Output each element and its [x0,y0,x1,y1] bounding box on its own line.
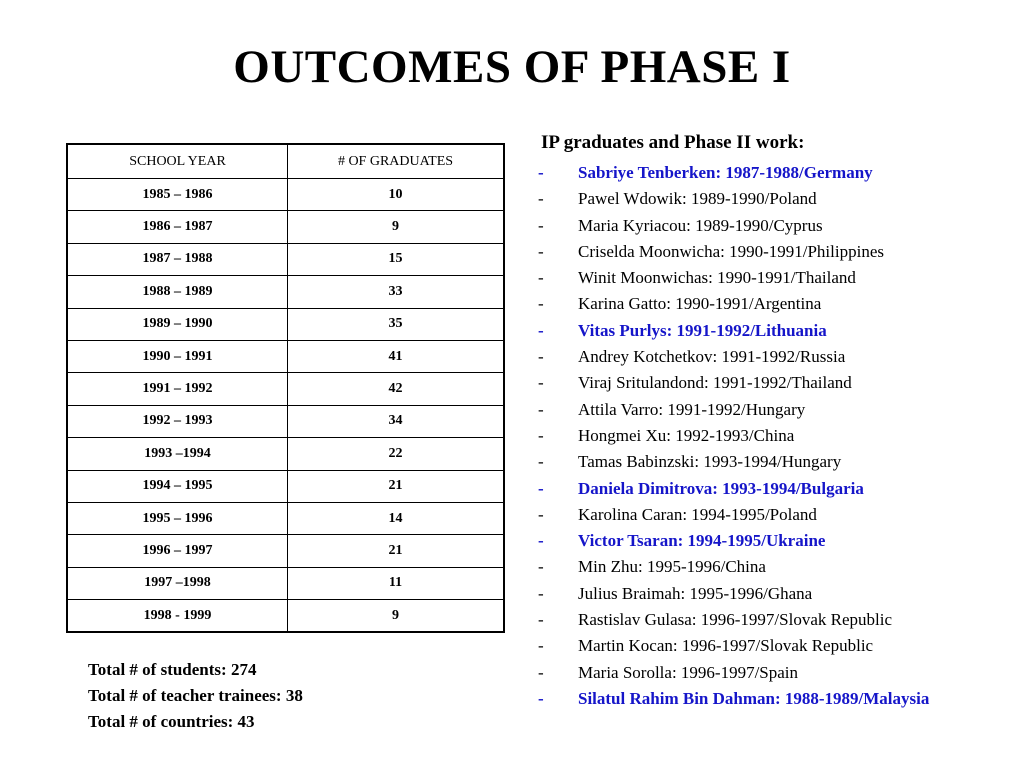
list-item-text: Pawel Wdowik: 1989-1990/Poland [578,189,817,209]
table-row [67,373,504,405]
bullet-dash: - [538,662,544,682]
list-item-text: Andrey Kotchetkov: 1991-1992/Russia [578,347,846,367]
cell-graduates: 21 [288,535,505,567]
cell-school-year: 1996 – 1997 [67,535,288,567]
totals-block [88,657,303,735]
cell-school-year: 1998 - 1999 [67,600,288,633]
list-item [538,186,929,212]
table-row [67,211,504,243]
cell-school-year: 1992 – 1993 [67,405,288,437]
cell-graduates: 14 [288,502,505,534]
cell-graduates: 41 [288,340,505,372]
cell-graduates: 35 [288,308,505,340]
list-item [538,318,929,344]
list-item [538,423,929,449]
list-item [538,581,929,607]
bullet-dash: - [538,478,544,498]
graduates-table [66,143,505,633]
cell-school-year: 1986 – 1987 [67,211,288,243]
cell-graduates: 34 [288,405,505,437]
table-row [67,308,504,340]
list-item-text: Julius Braimah: 1995-1996/Ghana [578,583,813,603]
list-item [538,476,929,502]
table-row [67,243,504,275]
bullet-dash: - [538,373,544,393]
list-item-text: Silatul Rahim Bin Dahman: 1988-1989/Malaysia [578,688,930,708]
bullet-dash: - [538,294,544,314]
cell-graduates: 9 [288,600,505,633]
list-item [538,528,929,554]
list-item [538,554,929,580]
list-item-text: Criselda Moonwicha: 1990-1991/Philippines [578,241,884,261]
bullet-dash: - [538,583,544,603]
table-row [67,470,504,502]
table-row [67,340,504,372]
bullet-dash: - [538,504,544,524]
table-row [67,179,504,211]
table-row [67,405,504,437]
total-teacher-trainees: Total # of teacher trainees: 38 [88,686,303,705]
header-graduates: # OF GRADUATES [288,144,505,179]
bullet-dash: - [538,347,544,367]
list-item-text: Tamas Babinzski: 1993-1994/Hungary [578,452,842,472]
list-item-text: Viraj Sritulandond: 1991-1992/Thailand [578,373,852,393]
bullet-dash: - [538,557,544,577]
cell-school-year: 1994 – 1995 [67,470,288,502]
list-item [538,239,929,265]
cell-school-year: 1987 – 1988 [67,243,288,275]
table-header-row [67,144,504,179]
cell-school-year: 1989 – 1990 [67,308,288,340]
list-item [538,449,929,475]
list-item [538,291,929,317]
cell-school-year: 1990 – 1991 [67,340,288,372]
table-row [67,438,504,470]
table-row [67,600,504,633]
bullet-dash: - [538,268,544,288]
list-item-text: Attila Varro: 1991-1992/Hungary [578,399,806,419]
list-item-text: Min Zhu: 1995-1996/China [578,557,766,577]
cell-graduates: 22 [288,438,505,470]
total-countries: Total # of countries: 43 [88,712,255,731]
cell-graduates: 15 [288,243,505,275]
list-item-text: Winit Moonwichas: 1990-1991/Thailand [578,268,856,288]
bullet-dash: - [538,531,544,551]
cell-graduates: 42 [288,373,505,405]
cell-graduates: 33 [288,276,505,308]
list-item-text: Maria Kyriacou: 1989-1990/Cyprus [578,215,823,235]
list-item [538,213,929,239]
cell-school-year: 1988 – 1989 [67,276,288,308]
bullet-dash: - [538,636,544,656]
list-item [538,344,929,370]
header-school-year: SCHOOL YEAR [67,144,288,179]
list-item-text: Maria Sorolla: 1996-1997/Spain [578,662,799,682]
bullet-dash: - [538,215,544,235]
list-item-text: Vitas Purlys: 1991-1992/Lithuania [578,320,827,340]
bullet-dash: - [538,189,544,209]
table-body [67,179,504,633]
bullet-dash: - [538,425,544,445]
bullet-dash: - [538,452,544,472]
graduates-list-heading: IP graduates and Phase II work: [541,132,805,153]
list-item [538,370,929,396]
table-row [67,567,504,599]
list-item [538,686,929,712]
bullet-dash: - [538,688,544,708]
graduates-list [538,160,929,712]
bullet-dash: - [538,241,544,261]
list-item [538,397,929,423]
list-item [538,633,929,659]
table-row [67,276,504,308]
cell-school-year: 1993 –1994 [67,438,288,470]
cell-graduates: 10 [288,179,505,211]
cell-school-year: 1985 – 1986 [67,179,288,211]
list-item-text: Karina Gatto: 1990-1991/Argentina [578,294,822,314]
page-title: OUTCOMES OF PHASE I [233,41,791,93]
cell-school-year: 1991 – 1992 [67,373,288,405]
bullet-dash: - [538,610,544,630]
cell-school-year: 1995 – 1996 [67,502,288,534]
list-item [538,502,929,528]
bullet-dash: - [538,320,544,340]
cell-graduates: 21 [288,470,505,502]
list-item-text: Sabriye Tenberken: 1987-1988/Germany [578,163,873,182]
cell-school-year: 1997 –1998 [67,567,288,599]
list-item [538,660,929,686]
list-item-text: Karolina Caran: 1994-1995/Poland [578,504,817,524]
list-item-text: Martin Kocan: 1996-1997/Slovak Republic [578,636,874,656]
cell-graduates: 9 [288,211,505,243]
list-item-text: Hongmei Xu: 1992-1993/China [578,425,795,445]
list-item [538,607,929,633]
table-row [67,535,504,567]
list-item [538,160,929,186]
bullet-dash: - [538,399,544,419]
list-item-text: Victor Tsaran: 1994-1995/Ukraine [578,531,826,551]
list-item-text: Rastislav Gulasa: 1996-1997/Slovak Republic [578,610,892,630]
list-item [538,265,929,291]
cell-graduates: 11 [288,567,505,599]
bullet-dash: - [538,163,544,182]
list-item-text: Daniela Dimitrova: 1993-1994/Bulgaria [578,478,864,498]
table-row [67,502,504,534]
total-students: Total # of students: 274 [88,660,257,679]
